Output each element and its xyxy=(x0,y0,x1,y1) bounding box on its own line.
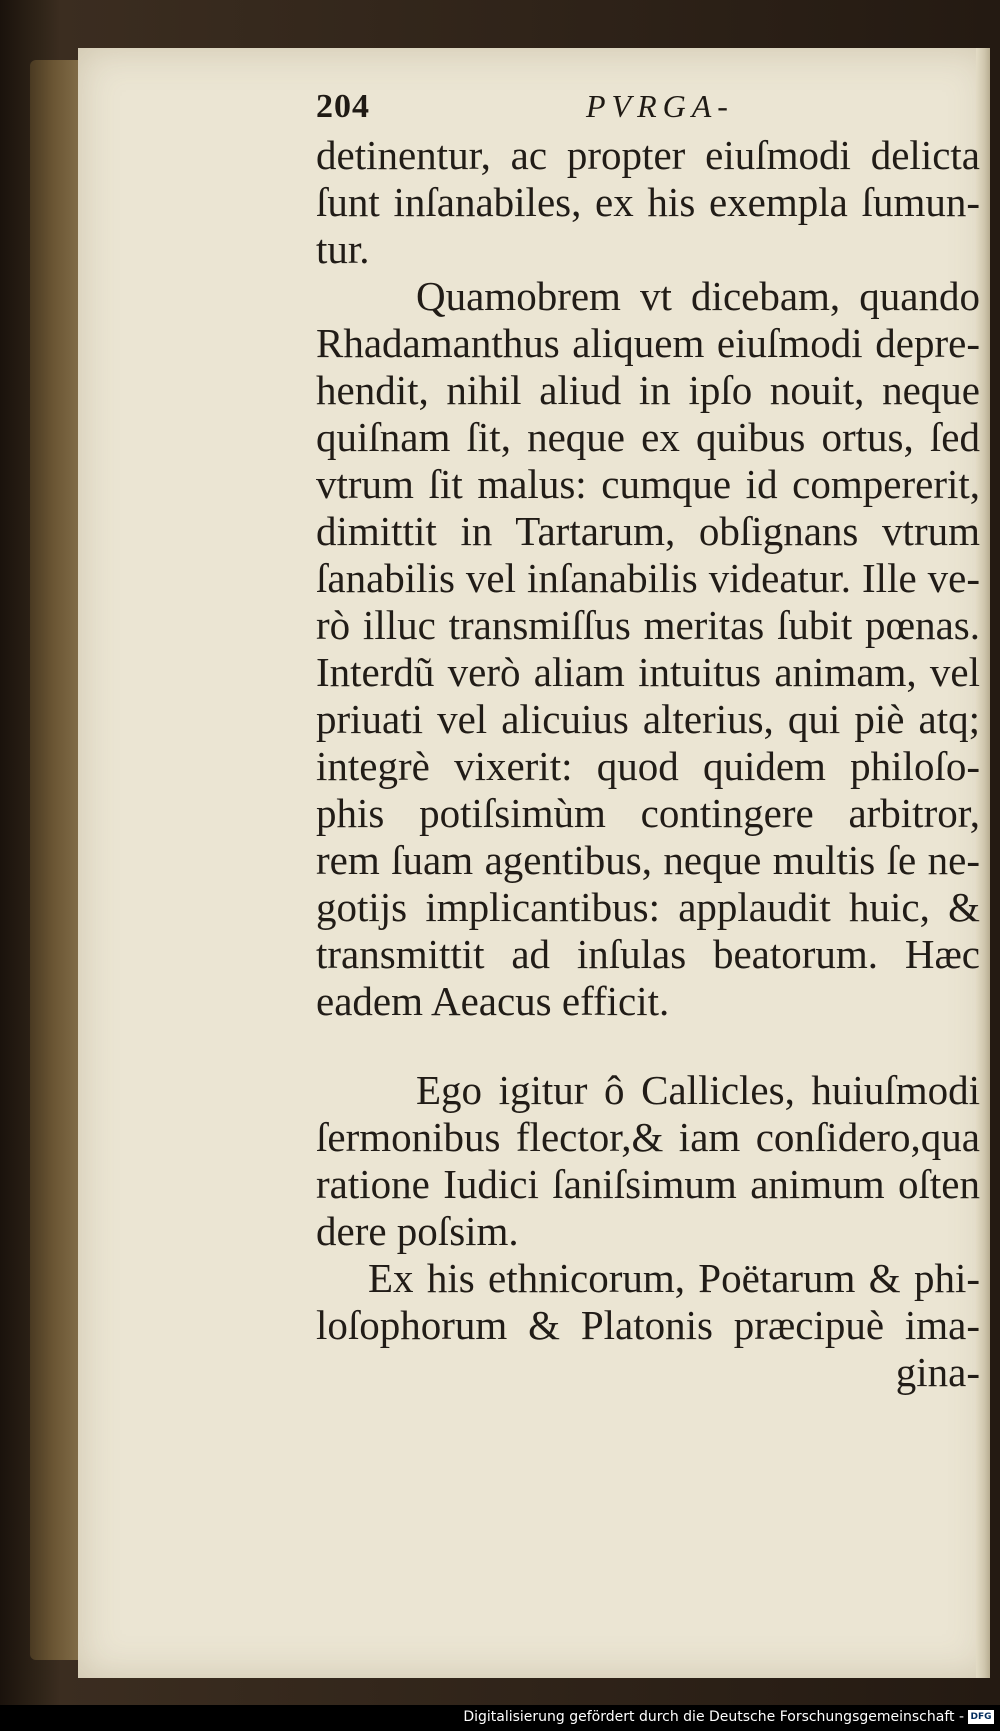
text-line: dimittit in Tartarum, obſignans vtrum xyxy=(316,508,980,554)
text-line: priuati vel alicuius alterius, qui piè atq; xyxy=(316,696,980,742)
text-line: Ego igitur ô Callicles, huiuſmodi xyxy=(416,1067,980,1113)
text-line: tur. xyxy=(316,226,370,272)
page-header xyxy=(316,88,946,128)
text-line: vtrum ſit malus: cumque id compererit, xyxy=(316,461,980,507)
page-number: 204 xyxy=(316,88,370,125)
text-line: transmittit ad inſulas beatorum. Hæc xyxy=(316,931,980,977)
text-line: eadem Aeacus efficit. xyxy=(316,978,670,1024)
text-line: phis potiſsimùm contingere arbitror, xyxy=(316,790,980,836)
text-line: Quamobrem vt dicebam, quando xyxy=(416,273,980,319)
text-line: rò illuc transmiſſus meritas ſubit pœnas. xyxy=(316,602,980,648)
text-line: hendit, nihil aliud in ipſo nouit, neque xyxy=(316,367,980,413)
text-line: quiſnam ſit, neque ex quibus ortus, ſed xyxy=(316,414,980,460)
text-line: detinentur, ac propter eiuſmodi delicta xyxy=(316,132,980,178)
dfg-logo: DFG xyxy=(968,1710,994,1724)
catchword: gina- xyxy=(895,1349,980,1395)
text-line: integrè vixerit: quod quidem philoſo- xyxy=(316,743,980,789)
funding-credit: Digitalisierung gefördert durch die Deutsche Forschungsgemeinschaft - xyxy=(463,1709,964,1725)
text-line: Ex his ethnicorum, Poëtarum & phi- xyxy=(368,1255,980,1301)
text-line: Rhadamanthus aliquem eiuſmodi depre- xyxy=(316,320,980,366)
text-line: loſophorum & Platonis præcipuè ima- xyxy=(316,1302,980,1348)
paragraph-gap xyxy=(316,1025,980,1067)
text-line: gotijs implicantibus: applaudit huic, & xyxy=(316,884,980,930)
digitization-footer xyxy=(0,1705,1000,1731)
running-head: PVRGA- xyxy=(586,88,734,124)
text-line: rem ſuam agentibus, neque multis ſe ne- xyxy=(316,837,980,883)
text-line: Interdũ verò aliam intuitus animam, vel xyxy=(316,649,980,695)
text-block xyxy=(316,132,980,1396)
text-line: ſanabilis vel inſanabilis videatur. Ille ve- xyxy=(316,555,980,601)
text-line: ratione Iudici ſaniſsimum animum oſten xyxy=(316,1161,980,1207)
text-line: ſunt inſanabiles, ex his exempla ſumun- xyxy=(316,179,980,225)
text-line: dere poſsim. xyxy=(316,1208,519,1254)
text-line: ſermonibus flector,& iam conſidero,qua xyxy=(316,1114,980,1160)
